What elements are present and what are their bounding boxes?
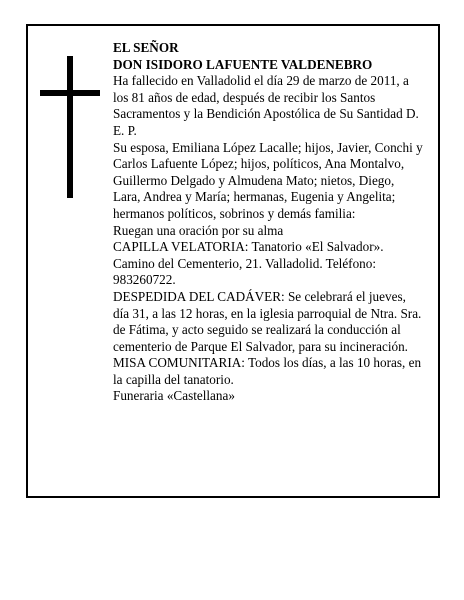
funeral-home: Funeraria «Castellana» (113, 388, 235, 404)
death-announcement: Ha fallecido en Valladolid el día 29 de marzo de 2011, a los 81 años de edad, después de recibir los Santos Sacramentos y la Bendición Apostólica de Su Santidad D. E. P. (113, 73, 419, 138)
farewell-info: DESPEDIDA DEL CADÁVER: Se celebrará el jueves, día 31, a las 12 horas, en la iglesia parroquial de Ntra. Sra. de Fátima, y acto seguido se realizará la conducción al cementerio de Parque El Salvador, para su incineración. (113, 288, 422, 354)
deceased-title: EL SEÑOR (113, 40, 179, 55)
mass-info: MISA COMUNITARIA: Todos los días, a las 10 horas, en la capilla del tanatorio. (113, 355, 422, 387)
obituary-notice (26, 24, 440, 498)
chapel-info: CAPILLA VELATORIA: Tanatorio «El Salvador». Camino del Cementerio, 21. Valladolid. Teléfono: 983260722. (113, 239, 384, 288)
cross-icon (40, 56, 100, 198)
prayer-request: Ruegan una oración por su alma (113, 222, 284, 238)
family-list: Su esposa, Emiliana López Lacalle; hijos, Javier, Conchi y Carlos Lafuente López; hijos, políticos, Ana Montalvo, Guillermo Delgado y Almudena Mato; nietos, Diego, Lara, Andrea y María; hermanas, Eugenia y Angelita; hermanos políticos, sobrinos y demás familia: (113, 139, 423, 221)
deceased-name: DON ISIDORO LAFUENTE VALDENEBRO (113, 56, 373, 72)
obituary-text (113, 40, 423, 405)
